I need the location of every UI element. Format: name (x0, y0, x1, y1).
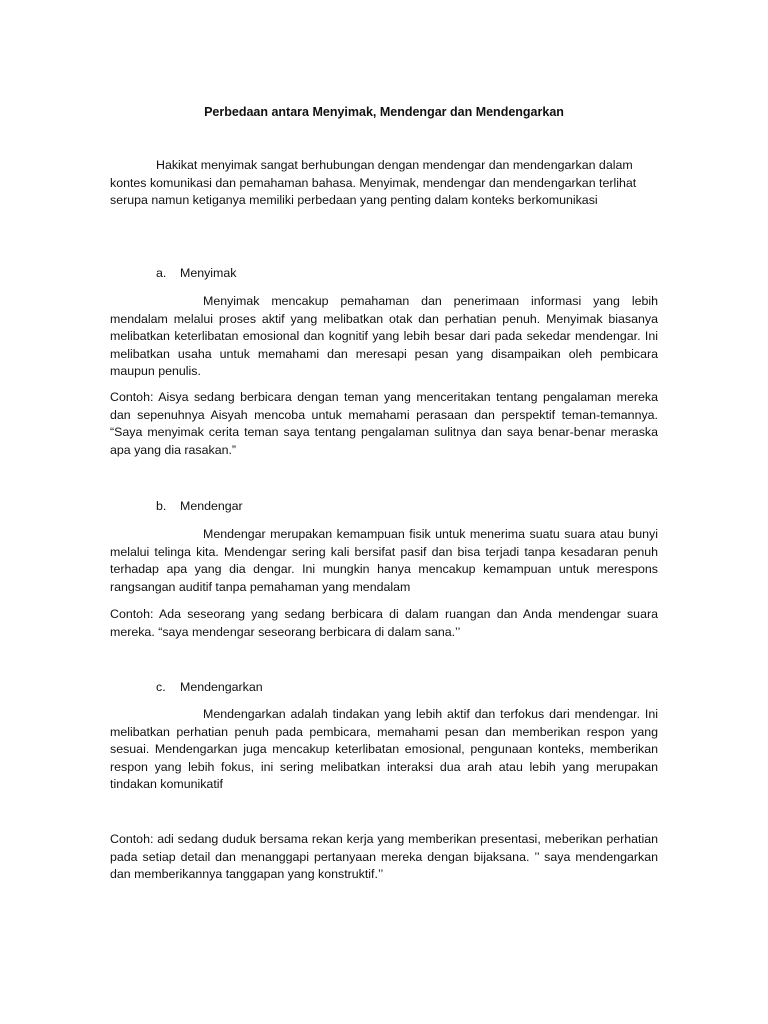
section-heading-mendengar (156, 498, 243, 516)
section-title: Menyimak (180, 266, 237, 280)
section-title: Mendengarkan (180, 680, 263, 694)
section-letter: b. (156, 499, 167, 513)
section-heading-mendengarkan (156, 679, 263, 697)
mendengarkan-paragraph: Mendengarkan adalah tindakan yang lebih aktif dan terfokus dari mendengar. Ini melibatkan perhatian penuh pada pembicara, memahami pesan dan memberikan respon yang sesuai. Mendengarkan juga mencakup keterlibatan emosional, pengunaan konteks, memberikan respon yang lebih fokus, ini sering melibatkan interaksi dua arah atau lebih yang merupakan tindakan komunikatif (110, 707, 658, 792)
menyimak-example: Contoh: Aisya sedang berbicara dengan teman yang menceritakan tentang pengalaman mereka dan sepenuhnya Aisyah mencoba untuk memahami perasaan dan perspektif teman-temannya. “Saya menyimak cerita teman saya tentang pengalaman sulitnya dan saya benar-benar meraska apa yang dia rasakan.” (110, 390, 658, 457)
section-title: Mendengar (180, 499, 243, 513)
mendengarkan-example: Contoh: adi sedang duduk bersama rekan kerja yang memberikan presentasi, meberikan perhatian pada setiap detail dan menanggapi pertanyaan mereka dengan bijaksana. ’’ saya mendengarkan dan memberikannya tanggapan yang konstruktif.’’ (110, 832, 658, 882)
mendengar-example: Contoh: Ada seseorang yang sedang berbicara di dalam ruangan dan Anda mendengar suara mereka. “saya mendengar seseorang berbicara di dalam sana.’’ (110, 607, 658, 639)
document-title: Perbedaan antara Menyimak, Mendengar dan Mendengarkan (204, 105, 564, 119)
mendengar-paragraph: Mendengar merupakan kemampuan fisik untuk menerima suatu suara atau bunyi melalui telinga kita. Mendengar sering kali bersifat pasif dan bisa terjadi tanpa kesadaran penuh terhadap apa yang dia dengar. Ini mungkin hanya mencakup kemampuan untuk merespons rangsangan auditif tanpa pemahaman yang mendalam (110, 527, 658, 594)
section-letter: c. (156, 680, 166, 694)
intro-paragraph: Hakikat menyimak sangat berhubungan dengan mendengar dan mendengarkan dalam kontes komunikasi dan pemahaman bahasa. Menyimak, mendengar dan mendengarkan terlihat serupa namun ketiganya memiliki perbedaan yang penting dalam konteks berkomunikasi (110, 158, 637, 208)
menyimak-paragraph: Menyimak mencakup pemahaman dan penerimaan informasi yang lebih mendalam melalui proses aktif yang melibatkan otak dan perhatian penuh. Menyimak biasanya melibatkan keterlibatan emosional dan kognitif yang lebih besar dari pada sekedar mendengar. Ini melibatkan usaha untuk memahami dan meresapi pesan yang disampaikan oleh pembicara maupun penulis. (110, 294, 658, 379)
section-heading-menyimak (156, 265, 236, 283)
section-letter: a. (156, 266, 167, 280)
